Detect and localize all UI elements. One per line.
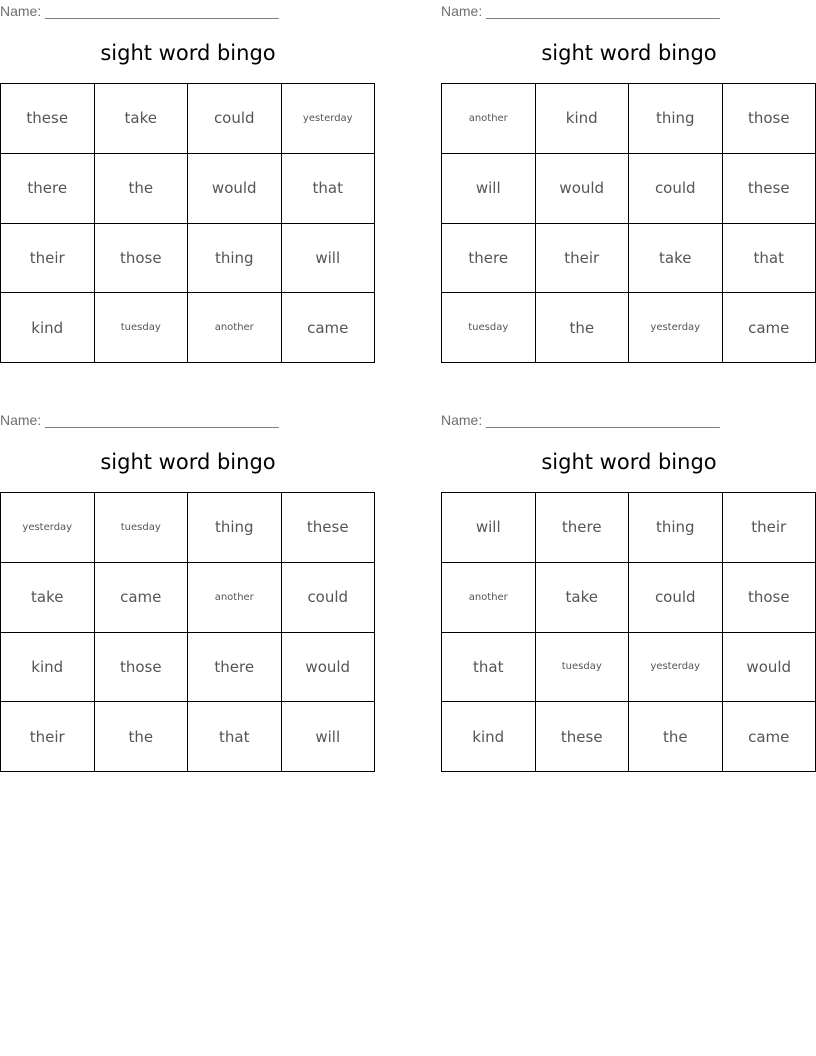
- bingo-grid: [0, 83, 375, 363]
- bingo-cell: these: [536, 702, 630, 772]
- bingo-cell: their: [1, 224, 95, 294]
- bingo-cell: could: [282, 563, 376, 633]
- bingo-cell: tuesday: [95, 493, 189, 563]
- bingo-cell: could: [629, 154, 723, 224]
- bingo-cell: kind: [1, 293, 95, 363]
- bingo-cell: the: [95, 702, 189, 772]
- bingo-grid: [441, 83, 816, 363]
- bingo-grid: [0, 492, 375, 772]
- bingo-cell: another: [188, 293, 282, 363]
- bingo-cell: another: [442, 563, 536, 633]
- bingo-cell: take: [1, 563, 95, 633]
- bingo-cell: that: [188, 702, 282, 772]
- bingo-cell: their: [1, 702, 95, 772]
- bingo-cell: kind: [1, 633, 95, 703]
- bingo-cell: there: [536, 493, 630, 563]
- bingo-cell: their: [723, 493, 816, 563]
- bingo-cell: yesterday: [629, 633, 723, 703]
- card-title: sight word bingo: [541, 450, 717, 474]
- bingo-cell: another: [188, 563, 282, 633]
- bingo-cell: take: [629, 224, 723, 294]
- bingo-cell: yesterday: [1, 493, 95, 563]
- name-field[interactable]: Name: ______________________________: [0, 412, 279, 428]
- bingo-cell: could: [629, 563, 723, 633]
- bingo-cell: there: [1, 154, 95, 224]
- bingo-cell: could: [188, 84, 282, 154]
- bingo-cell: there: [442, 224, 536, 294]
- bingo-cell: would: [536, 154, 630, 224]
- bingo-cell: yesterday: [282, 84, 376, 154]
- bingo-cell: take: [95, 84, 189, 154]
- bingo-cell: the: [95, 154, 189, 224]
- bingo-cell: these: [1, 84, 95, 154]
- bingo-cell: tuesday: [536, 633, 630, 703]
- bingo-cell: will: [282, 224, 376, 294]
- bingo-cell: those: [95, 224, 189, 294]
- bingo-cell: those: [95, 633, 189, 703]
- name-field[interactable]: Name: ______________________________: [441, 412, 720, 428]
- bingo-cell: that: [282, 154, 376, 224]
- bingo-cell: there: [188, 633, 282, 703]
- bingo-cell: came: [723, 702, 816, 772]
- bingo-cell: thing: [188, 224, 282, 294]
- bingo-cell: the: [629, 702, 723, 772]
- bingo-cell: would: [723, 633, 816, 703]
- bingo-cell: that: [723, 224, 816, 294]
- bingo-cell: came: [282, 293, 376, 363]
- bingo-cell: came: [95, 563, 189, 633]
- bingo-cell: tuesday: [95, 293, 189, 363]
- card-title: sight word bingo: [100, 41, 276, 65]
- bingo-cell: kind: [442, 702, 536, 772]
- card-title: sight word bingo: [541, 41, 717, 65]
- bingo-cell: take: [536, 563, 630, 633]
- bingo-cell: will: [282, 702, 376, 772]
- bingo-cell: kind: [536, 84, 630, 154]
- bingo-cell: yesterday: [629, 293, 723, 363]
- card-title: sight word bingo: [100, 450, 276, 474]
- bingo-cell: the: [536, 293, 630, 363]
- bingo-cell: another: [442, 84, 536, 154]
- bingo-cell: would: [282, 633, 376, 703]
- bingo-cell: thing: [629, 84, 723, 154]
- bingo-cell: thing: [188, 493, 282, 563]
- name-field[interactable]: Name: ______________________________: [0, 3, 279, 19]
- bingo-cell: would: [188, 154, 282, 224]
- bingo-grid: [441, 492, 816, 772]
- bingo-cell: their: [536, 224, 630, 294]
- bingo-cell: these: [282, 493, 376, 563]
- bingo-cell: those: [723, 84, 816, 154]
- bingo-cell: those: [723, 563, 816, 633]
- bingo-cell: these: [723, 154, 816, 224]
- name-field[interactable]: Name: ______________________________: [441, 3, 720, 19]
- bingo-cell: tuesday: [442, 293, 536, 363]
- bingo-cell: that: [442, 633, 536, 703]
- bingo-cell: came: [723, 293, 816, 363]
- bingo-cell: will: [442, 154, 536, 224]
- bingo-cell: thing: [629, 493, 723, 563]
- bingo-cell: will: [442, 493, 536, 563]
